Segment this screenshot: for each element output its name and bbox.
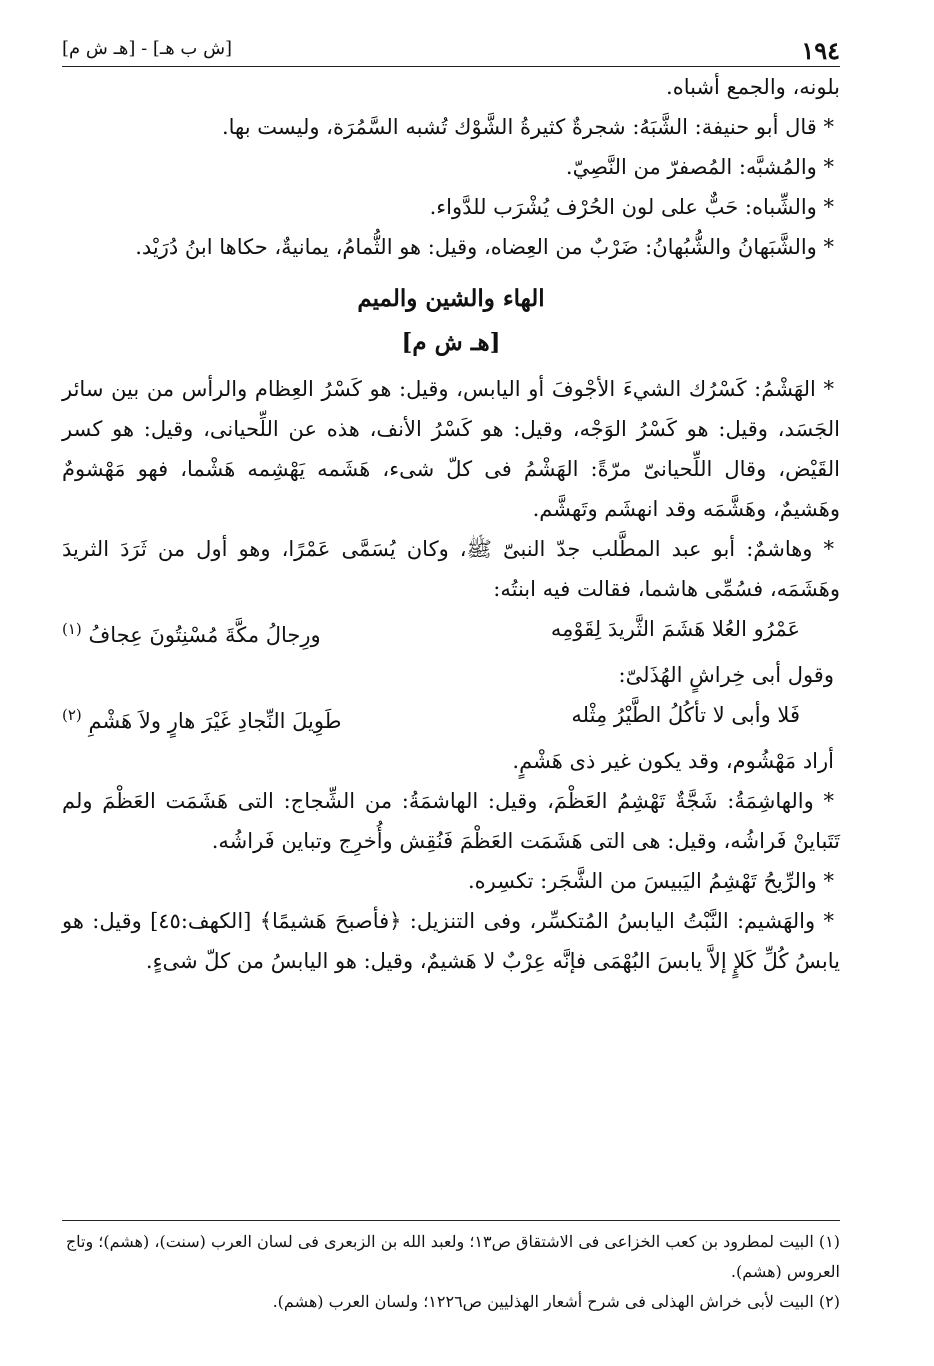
verse-hemistich-left (62, 609, 321, 655)
verse-hemistich-left (62, 695, 341, 741)
footnote-ref: (١) (62, 620, 82, 638)
footnotes (62, 1220, 840, 1317)
verse-text: طَوِيلَ النِّجادِ غَيْرَ هارٍ ولاَ هَشْمِ (88, 709, 342, 733)
paragraph: * والهاشِمَةُ: شَجَّةٌ تَهْشِمُ العَظْمَ، وقيل: الهاشمَةُ: من الشِّجاج: التى هَشَمَت العَظْمَ ولم تَتَباينْ فَراشُه، وقيل: هى التى هَشَمَت العَظْمَ فَنُقِش وأُخرِج وتباين فَراشُه. (62, 789, 840, 853)
paragraph: * والهَشيم: النَّبْتُ اليابسُ المُتكسِّر، وفى التنزيل: ﴿فأصبحَ هَشيمًا﴾ [الكهف:٤٥] وقيل: هو يابسُ كُلِّ كَلإٍ إلاَّ يابسَ البُهْمَى فإنَّه عِرْبٌ لا هَشيمٌ، وقيل: هو اليابسُ من كلّ شىءٍ. (62, 909, 840, 973)
paragraph: * قال أبو حنيفة: الشَّبَهُ: شجرةٌ كثيرةُ الشَّوْك تُشبه السَّمُرَة، وليست بها. (221, 115, 834, 139)
page (62, 30, 840, 1330)
verse-line (62, 695, 840, 741)
verse-line (62, 609, 840, 655)
paragraph: وقول أبى خِراشٍ الهُذَلىّ: (618, 663, 834, 687)
paragraph: * الهَشْمُ: كَسْرُك الشيءَ الأجْوفَ أو اليابس، وقيل: هو كَسْرُ العِظام والرأس من بين سائر الجَسَد، وقيل: هو كَسْرُ الوَجْه، وقيل: هو كَسْرُ الأنف، هذه عن اللِّحيانى، وقيل: هو كسر القَيْض، وقال اللِّحيانىّ مرّةً: الهَشْمُ فى كلّ شىء، هَشَمه يَهْشِمه هَشْما، فهو مَهْشومٌ وهَشيمٌ، وهَشَّمَه وقد انهشَم وتَهشَّم. (62, 377, 840, 521)
footnote: (٢) البيت لأبى خراش الهذلى فى شرح أشعار الهذليين ص١٢٢٦؛ ولسان العرب (هشم). (272, 1292, 840, 1311)
paragraph: * والشِّباه: حَبٌّ على لون الحُرْف يُشْرَب للدَّواء. (429, 195, 834, 219)
footnote-ref: (٢) (62, 706, 82, 724)
paragraph: أراد مَهْشُوم، وقد يكون غير ذى هَشْمٍ. (512, 749, 834, 773)
page-number: ١٩٤ (801, 36, 840, 65)
verse-hemistich-right: فَلا وأبى لا تأكُلُ الطَّيْرُ مِثْله (571, 703, 800, 727)
footnote: (١) البيت لمطرود بن كعب الخزاعى فى الاشتقاق ص١٣؛ ولعبد الله بن الزبعرى فى لسان العرب (سنت)، (هشم)؛ وتاج العروس (هشم). (65, 1232, 840, 1281)
paragraph: * والشَّبَهانُ والشُّبُهانُ: ضَرْبٌ من العِضاه، وقيل: هو الثُّمامُ، يمانيةٌ، حكاها ابنُ دُرَيْد. (135, 235, 834, 259)
running-head: [ش ب هـ] - [هـ ش م] (62, 38, 233, 59)
page-body (62, 67, 840, 981)
paragraph: * والرِّيحُ تَهْشِمُ اليَبيسَ من الشَّجَر: تكسِره. (467, 869, 834, 893)
paragraph: * والمُشبَّه: المُصفرّ من النَّصِيّ. (565, 155, 834, 179)
page-header (62, 30, 840, 67)
verse-hemistich-right: عَمْرُو العُلا هَشَمَ الثَّريدَ لِقَوْمِه (550, 617, 800, 641)
section-heading: الهاء والشين والميم (357, 285, 545, 312)
paragraph: بلونه، والجمع أشباه. (666, 75, 840, 99)
section-subheading: [هـ ش م] (401, 329, 501, 356)
paragraph: * وهاشمٌ: أبو عبد المطَّلب جدّ النبىّ ﷺ، وكان يُسَمَّى عَمْرًا، وهو أول من ثَرَدَ الثريدَ وهَشَمَه، فسُمِّى هاشما، فقالت فيه ابنتُه: (62, 537, 840, 601)
verse-text: ورِجالُ مكَّةَ مُسْنِتُونَ عِجافُ (88, 623, 321, 647)
